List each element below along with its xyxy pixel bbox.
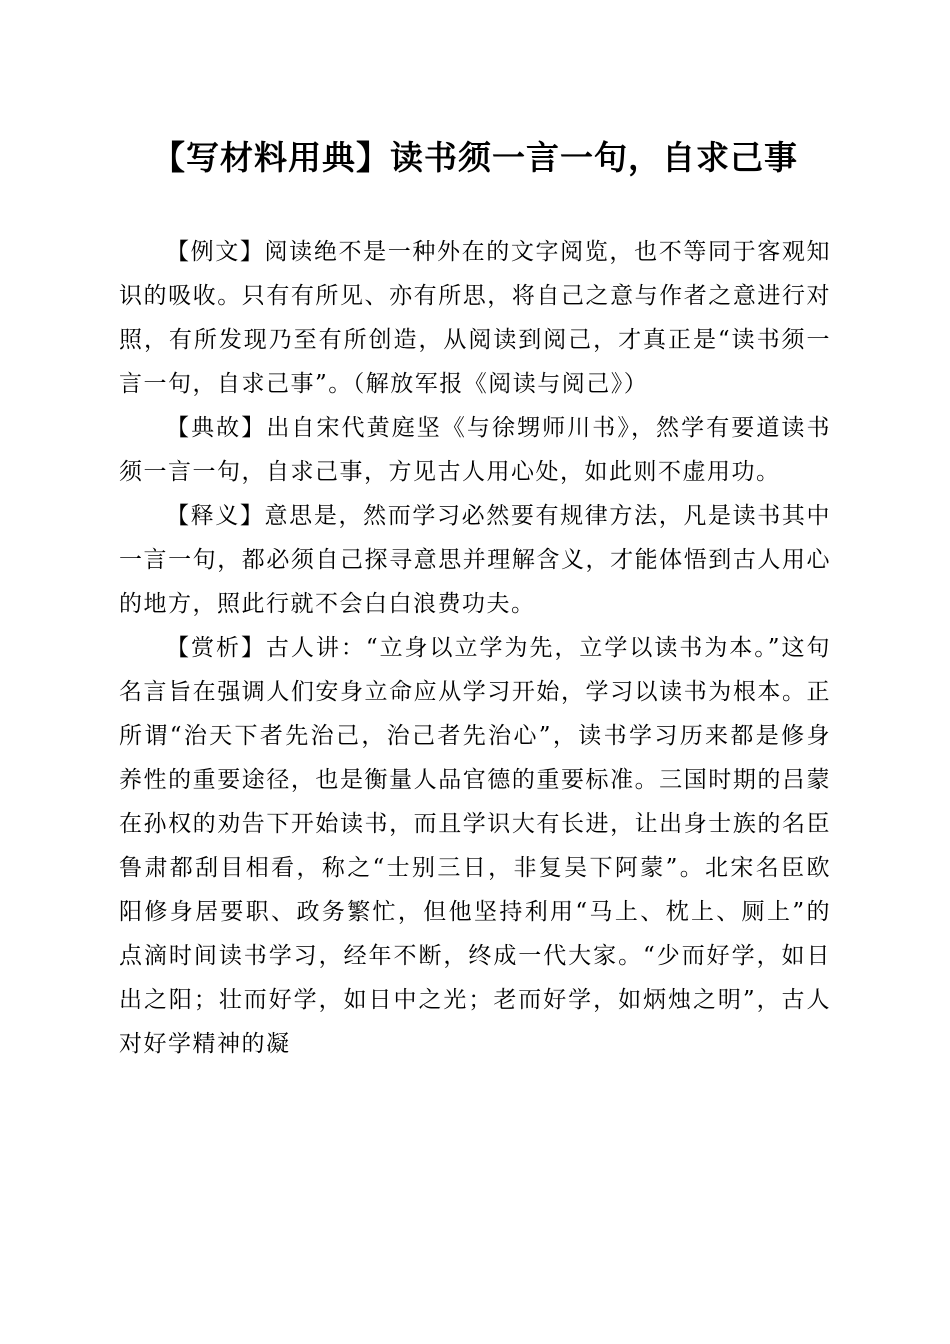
paragraph-example: [119, 230, 831, 406]
paragraph-tag: 【例文】: [166, 239, 265, 265]
paragraph-appreciation: [119, 626, 831, 1066]
paragraph-allusion: [119, 406, 831, 494]
paragraph-meaning: [119, 494, 831, 626]
document-body: [119, 230, 831, 1066]
paragraph-tag: 【典故】: [166, 415, 267, 441]
paragraph-text: 出自宋代黄庭坚《与徐甥师川书》，然学有要道读书须一言一句，自求己事，方见古人用心处，如此则不虚用功。: [119, 415, 832, 485]
paragraph-text: 古人讲：“立身以立学为先，立学以读书为本。”这句名言旨在强调人们安身立命应从学习开始，学习以读书为根本。正所谓“治天下者先治己，治己者先治心”，读书学习历来都是修身养性的重要途径，也是衡量人品官德的重要标准。三国时期的吕蒙在孙权的劝告下开始读书，而且学识大有长进，让出身士族的名臣鲁肃都刮目相看，称之“士别三日，非复吴下阿蒙”。北宋名臣欧阳修身居要职、政务繁忙，但他坚持利用“马上、枕上、厕上”的点滴时间读书学习，经年不断，终成一代大家。“少而好学，如日出之阳；壮而好学，如日中之光；老而好学，如炳烛之明”，古人对好学精神的凝: [119, 635, 831, 1057]
document-title: 【写材料用典】读书须一言一句，自求己事: [152, 138, 798, 177]
paragraph-tag: 【释义】: [166, 503, 265, 529]
paragraph-text: 意思是，然而学习必然要有规律方法，凡是读书其中一言一句，都必须自己探寻意思并理解含义，才能体悟到古人用心的地方，照此行就不会白白浪费功夫。: [119, 503, 832, 617]
paragraph-tag: 【赏析】: [166, 635, 266, 661]
paragraph-text: 阅读绝不是一种外在的文字阅览，也不等同于客观知识的吸收。只有有所见、亦有所思，将自己之意与作者之意进行对照，有所发现乃至有所创造，从阅读到阅己，才真正是“读书须一言一句，自求己事”。（解放军报《阅读与阅己》）: [119, 239, 832, 397]
